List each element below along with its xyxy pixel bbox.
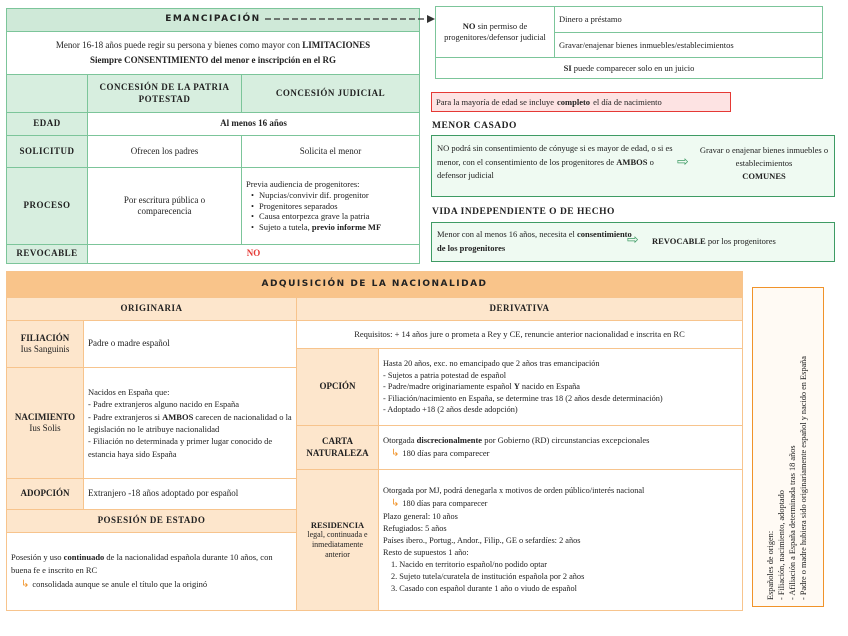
intro-line2: Siempre CONSENTIMIENTO del menor e inscripción en el RG [89,55,336,65]
opcion-bold: Y [513,382,520,392]
sin-permiso-bottom [435,57,823,79]
opcion-item-text: - Padre/madre originariamente español [383,382,514,392]
residencia-item: 3. Casado con español durante 1 año o viudo de español [391,584,577,594]
residencia-item: Plazo general: 10 años [383,512,458,522]
solicitud-label: SOLICITUD [19,145,75,156]
sin-permiso-bottom-wrap [564,63,695,74]
posesion-text-3: consolidada aunque se anule el título que la originó [32,578,208,589]
adopcion-value-text: Extranjero -18 años adoptado por español [88,488,239,499]
carta-label-text: CARTA NATURALEZA [306,436,369,458]
carta-text-3: 180 días para comparecer [402,448,490,459]
sin-permiso-left-wrap [440,21,550,42]
solicitud-patria [87,135,242,168]
curved-arrow-icon: ↳ [391,497,400,509]
opcion-item: Hasta 20 años, exc. no emancipado que 2 años tras emancipación [383,358,600,368]
derivativa-text: DERIVATIVA [489,303,550,314]
nacimiento-item: - Filiación no determinada y primer lugar conocido de estancia haya sido España [88,436,273,459]
residencia-item: Resto de supuestos 1 año: [383,548,469,558]
residencia-item: 1. Nacido en territorio español/no podido optar [391,560,547,570]
opcion-label [296,348,379,426]
solicitud-judicial [241,135,420,168]
nacimiento-item-text: - Padre extranjeros si [88,411,163,422]
corner-cell [6,74,88,113]
col-judicial [241,74,420,113]
vida-right-text: por los progenitores [705,236,776,246]
proceso-item-bold: previo informe MF [311,221,382,232]
adopcion-value [83,478,297,510]
vida-right [652,236,776,247]
row-edad-label [6,112,88,136]
curved-arrow-icon: ↳ [391,448,400,460]
proceso-judicial-intro: Previa audiencia de progenitores: [246,179,360,190]
menor-casado-left-text: NO podrá sin consentimiento de cónyuge si es mayor de edad, o si es menor, con el consentimiento de los progenitores de [437,143,673,167]
arrow-right-icon: ⇨ [677,155,689,170]
menor-casado-right-bold: COMUNES [742,171,786,182]
edad-label: EDAD [33,118,61,129]
sin-permiso-si: SI [563,62,572,73]
menor-casado-left-end: o defensor judicial [437,156,654,181]
opcion-item: - Sujetos a patria potestad de español [383,370,507,380]
nacimiento-label-text: NACIMIENTO [14,411,76,422]
sin-permiso-left [435,6,555,58]
sin-permiso-left-text: sin permiso de progenitores/defensor judicial [444,21,546,42]
vida-right-bold: REVOCABLE [652,236,706,246]
posesion-header [6,509,297,533]
proceso-judicial-list [246,190,381,233]
vertical-note-line: - Padre o madre hubiera sido originariamente español y nacido en España [798,356,808,600]
menor-casado-box [431,135,835,197]
revocable-label: REVOCABLE [16,248,78,259]
dashed-connector [265,12,437,26]
nacimiento-bold: AMBOS [162,411,194,422]
proceso-item: • Causa entorpezca grave la patria [250,211,381,222]
sin-permiso-right-1-text: Dinero a préstamo [559,14,622,25]
nacimiento-item-end: carecen de nacionalidad o la legislación no le atribuye nacionalidad [88,411,292,434]
carta-bold: discrecionalmente [416,434,483,445]
vertical-note-line: Españoles de origen: [766,530,776,600]
menor-casado-left-bold: AMBOS [616,156,648,167]
proceso-item: • Progenitores separados [250,201,381,212]
adopcion-label [6,478,84,510]
opcion-item [383,381,580,393]
carta-label [296,425,379,470]
posesion-bold: continuado [63,552,105,563]
menor-casado-left [437,142,677,183]
vertical-note-box [752,287,824,607]
residencia-label-text: RESIDENCIA [310,519,365,530]
row-revocable-value [87,244,420,264]
residencia-item: Países ibero., Portug., Andor., Filip., GE o sefardíes: 2 años [383,536,581,546]
filiacion-sub: Ius Sanguinis [20,344,70,354]
intro-text: Menor 16-18 años puede regir su persona y bienes como mayor con [55,39,303,50]
proceso-judicial [241,167,420,245]
vida-left-text: Menor con al menos 16 años, necesita el [437,229,577,239]
revocable-value: NO [246,248,261,259]
vida-independiente-box [431,222,835,262]
proceso-patria [87,167,242,245]
nacimiento-value [83,367,297,479]
opcion-item: - Filiación/nacimiento en España, se determine tras 18 (2 años desde determinación) [383,393,663,403]
intro-bold: LIMITACIONES [302,39,371,50]
residencia-plazo [383,497,487,512]
vida-independiente-title: VIDA INDEPENDIENTE O DE HECHO [432,207,615,217]
nacionalidad-title-text: ADQUISICIÓN DE LA NACIONALIDAD [261,278,488,289]
solicitud-patria-text: Ofrecen los padres [130,145,199,156]
sin-permiso-right-1 [554,6,823,33]
vertical-note-line: - Filiación, nacimiento, adoptado [777,490,787,600]
mayoria-text-1: Para la mayoría de edad se incluye [436,96,555,107]
posesion-text-1: Posesión y uso [11,552,64,563]
originaria-text: ORIGINARIA [120,303,183,314]
carta-text [383,434,649,447]
nacimiento-label [6,367,84,479]
filiacion-label [6,320,84,368]
adopcion-label-text: ADOPCIÓN [20,488,70,499]
mayoria-bold: completo [557,96,591,107]
posesion-consolidada [11,577,207,592]
sin-permiso-box [435,6,823,79]
vida-left [437,228,632,255]
row-solicitud-label [6,135,88,168]
curved-arrow-icon: ↳ [21,578,30,590]
derivativa-header [296,297,743,321]
carta-plazo [383,446,489,461]
carta-value [378,425,743,470]
posesion-text [11,551,292,577]
emancipacion-intro [6,31,420,75]
proceso-item [250,222,381,233]
opcion-value [378,348,743,426]
requisitos-text: Requisitos: + 14 años jure o prometa a Rey y CE, renuncie anterior nacionalidad e inscrita en RC [354,329,685,340]
carta-text-2: por Gobierno (RD) circunstancias excepcionales [482,434,650,445]
residencia-item: Refugiados: 5 años [383,524,447,534]
menor-casado-right [694,144,834,184]
row-revocable-label [6,244,88,264]
nacimiento-intro: Nacidos en España que: [88,387,170,398]
col-patria [87,74,242,113]
menor-casado-right-text: Gravar o enajenar bienes inmuebles o establecimientos [699,145,829,169]
requisitos-row [296,320,743,349]
mayoria-box [431,92,731,112]
nacimiento-item: - Padre extranjeros alguno nacido en España [88,399,240,410]
filiacion-value [83,320,297,368]
residencia-item: 2. Sujeto tutela/curatela de institución española por 2 años [391,572,585,582]
posesion-text-2: de la nacionalidad española durante 10 años, con buena fe e inscrito en RC [11,552,273,575]
vertical-note-content [753,288,823,606]
posesion-value [6,532,297,611]
emancipacion-table [6,8,420,264]
emancipacion-title-text: EMANCIPACIÓN [165,14,261,25]
nacimiento-sub: Ius Solis [29,423,61,433]
nacionalidad-table [6,271,743,611]
col-patria-text: CONCESIÓN DE LA PATRIA POTESTAD [99,82,230,104]
row-proceso-label [6,167,88,245]
proceso-patria-text: Por escritura pública o comparecencia [123,194,206,216]
mayoria-text-2: el día de nacimiento [593,96,662,107]
menor-casado-title: MENOR CASADO [432,121,517,131]
arrow-right-icon: ⇨ [627,233,639,248]
proceso-item: • Nupcias/convivir dif. progenitor [250,190,381,201]
residencia-label [296,469,379,611]
vida-left-bold: consentimiento de los progenitores [437,229,632,253]
residencia-value [378,469,743,611]
solicitud-judicial-text: Solicita el menor [299,145,362,156]
sin-permiso-no: NO [462,21,476,32]
opcion-item-end: nacido en España [519,382,580,392]
residencia-item-text: 180 días para comparecer [402,498,488,508]
edad-value: Al menos 16 años [220,118,287,129]
filiacion-label-text: FILIACIÓN [20,332,70,343]
sin-permiso-right-2-text: Gravar/enajenar bienes inmuebles/establecimientos [559,39,734,50]
proceso-label: PROCESO [23,200,71,211]
sin-permiso-bottom-text: puede comparecer solo en un juicio [571,62,695,73]
vertical-note-line: - Afiliación a España determinada tras 18 años [788,445,797,600]
originaria-header [6,297,297,321]
row-edad-value [87,112,420,136]
posesion-title-text: POSESIÓN DE ESTADO [97,515,206,526]
residencia-sub: legal, continuada e inmediatamente anterior [307,530,368,560]
carta-text-1: Otorgada [383,434,417,445]
proceso-item-text: Sujeto a tutela, [259,221,312,232]
sin-permiso-right-2 [554,32,823,58]
nacionalidad-title [6,271,743,298]
opcion-label-text: OPCIÓN [319,381,356,392]
filiacion-value-text: Padre o madre español [88,338,170,349]
col-judicial-text: CONCESIÓN JUDICIAL [275,87,386,98]
residencia-item: Otorgada por MJ, podrá denegarla x motivos de orden público/interés nacional [383,485,645,495]
opcion-item: - Adoptado +18 (2 años desde adopción) [383,405,518,415]
nacimiento-item [88,411,292,436]
